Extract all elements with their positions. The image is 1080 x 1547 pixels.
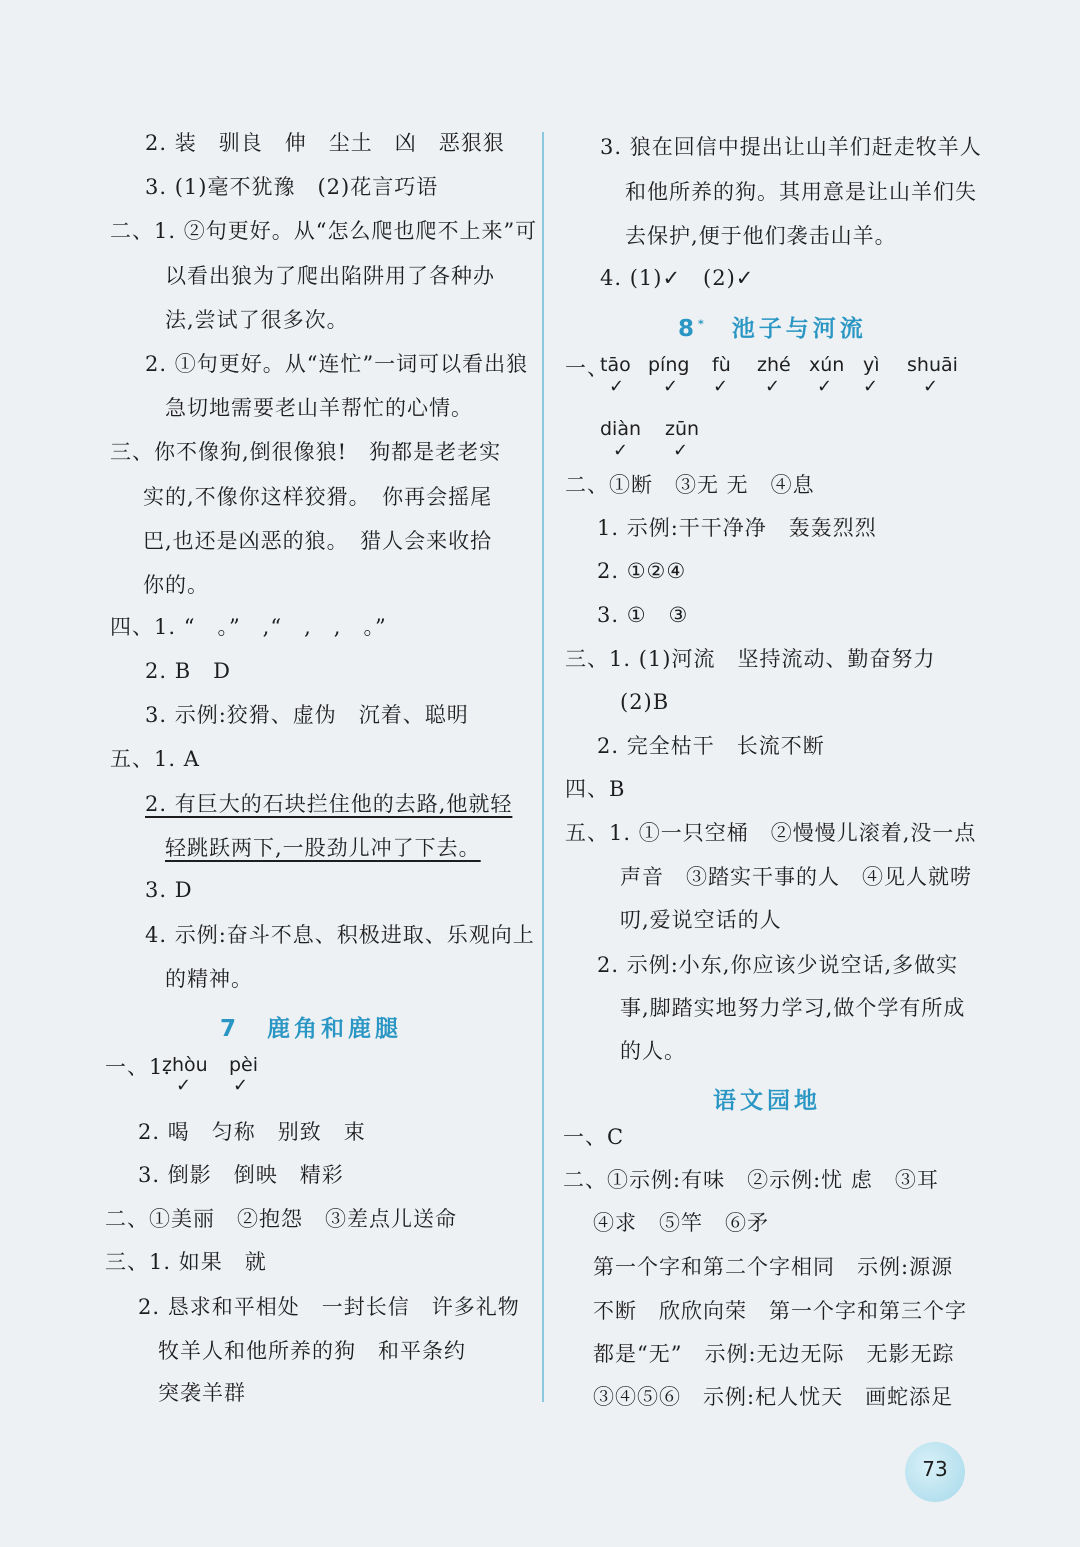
- answer-line: 一、C: [563, 1125, 625, 1149]
- check-mark-icon: ✓: [765, 376, 781, 397]
- answer-line: 2. ①②④: [597, 559, 687, 583]
- pinyin: pèi: [229, 1054, 259, 1076]
- answer-line: 叨,爱说空话的人: [620, 908, 782, 932]
- answer-line: 二、①美丽 ②抱怨 ③差点儿送命: [105, 1207, 457, 1231]
- answer-line: 2. 喝 匀称 别致 束: [138, 1120, 366, 1144]
- answer-line: 3. 狼在回信中提出让山羊们赶走牧羊人: [600, 135, 982, 159]
- answer-line: 3. ① ③: [597, 603, 689, 627]
- answer-line: 一、: [565, 356, 609, 380]
- check-mark-icon: ✓: [863, 376, 879, 397]
- optional-lesson-star: *: [698, 317, 708, 331]
- pinyin: zhé: [757, 354, 791, 376]
- answer-line: 3. 倒影 倒映 精彩: [138, 1163, 344, 1187]
- answer-line: 二、1. ②句更好。从“怎么爬也爬不上来”可: [110, 219, 538, 243]
- answer-line: 一、1.: [105, 1055, 172, 1079]
- pinyin: shuāi: [907, 354, 958, 376]
- answer-line: 2. 完全枯干 长流不断: [597, 734, 825, 758]
- answer-line-underlined: 轻跳跃两下,一股劲儿冲了下去。: [165, 836, 481, 860]
- answer-line: 3. (1)毫不犹豫 (2)花言巧语: [145, 175, 439, 199]
- answer-line: 声音 ③踏实干事的人 ④见人就唠: [620, 865, 972, 889]
- page-number-badge: [905, 1442, 965, 1502]
- answer-line: 1. 示例:干干净净 轰轰烈烈: [597, 516, 877, 540]
- answer-line: 2. 恳求和平相处 一封长信 许多礼物: [138, 1295, 520, 1319]
- answer-line: 去保护,便于他们袭击山羊。: [625, 224, 897, 248]
- pinyin: xún: [809, 354, 845, 376]
- section-title-yuwen-yuandi: 语文园地: [713, 1088, 821, 1114]
- check-mark-icon: ✓: [923, 376, 939, 397]
- answer-line: ④求 ⑤竿 ⑥矛: [593, 1211, 769, 1235]
- check-mark-icon: ✓: [233, 1075, 249, 1096]
- answer-line: 2. 装 驯良 伸 尘土 凶 恶狠狠: [145, 131, 505, 155]
- answer-line: 二、①示例:有味 ②示例:忧 虑 ③耳: [563, 1168, 939, 1192]
- pinyin: píng: [648, 354, 690, 376]
- pinyin: yì: [863, 354, 880, 376]
- answer-line: ③④⑤⑥ 示例:杞人忧天 画蛇添足: [593, 1385, 954, 1409]
- check-mark-icon: ✓: [176, 1075, 192, 1096]
- check-mark-icon: ✓: [673, 440, 689, 461]
- answer-line: 牧羊人和他所养的狗 和平条约: [158, 1339, 466, 1363]
- answer-line: 巴,也还是凶恶的狼。 猎人会来收拾: [143, 529, 493, 553]
- pinyin: diàn: [600, 418, 642, 440]
- answer-line: 事,脚踏实地努力学习,做个学有所成: [620, 996, 966, 1020]
- answer-line: 不断 欣欣向荣 第一个字和第三个字: [593, 1299, 967, 1323]
- answer-line: 四、B: [565, 777, 626, 801]
- pinyin: zhòu: [162, 1054, 208, 1076]
- answer-line: 的人。: [620, 1039, 686, 1063]
- check-mark-icon: ✓: [713, 376, 729, 397]
- answer-line: 2. B D: [145, 659, 231, 683]
- answer-line-underlined: 2. 有巨大的石块拦住他的去路,他就轻: [145, 792, 513, 816]
- answer-line: 4. (1)✓ (2)✓: [600, 266, 755, 290]
- column-divider: [542, 132, 544, 1402]
- answer-line: 三、你不像狗,倒很像狼! 狗都是老老实: [110, 440, 502, 464]
- section-title-7: 7 鹿角和鹿腿: [220, 1016, 403, 1042]
- answer-line: 实的,不像你这样狡猾。 你再会摇尾: [143, 485, 493, 509]
- answer-line: 的精神。: [165, 967, 253, 991]
- answer-line: 四、1. “ 。” ,“ , , 。”: [110, 615, 387, 639]
- answer-line: 3. D: [145, 878, 193, 902]
- check-mark-icon: ✓: [609, 376, 625, 397]
- pinyin: fù: [712, 354, 731, 376]
- answer-line: 五、1. ①一只空桶 ②慢慢儿滚着,没一点: [565, 821, 977, 845]
- answer-line: 第一个字和第二个字相同 示例:源源: [593, 1255, 954, 1279]
- answer-line: 法,尝试了很多次。: [165, 308, 349, 332]
- page-number: 73: [922, 1457, 948, 1481]
- check-mark-icon: ✓: [817, 376, 833, 397]
- answer-line: 和他所养的狗。其用意是让山羊们失: [625, 180, 977, 204]
- section-name: 池子与河流: [731, 316, 867, 342]
- answer-line: 4. 示例:奋斗不息、积极进取、乐观向上: [145, 923, 535, 947]
- answer-line: 急切地需要老山羊帮忙的心情。: [165, 396, 473, 420]
- answer-line: 2. ①句更好。从“连忙”一词可以看出狼: [145, 352, 529, 376]
- answer-line: 你的。: [143, 573, 209, 597]
- answer-line: 五、1. A: [110, 747, 200, 771]
- answer-line: 以看出狼为了爬出陷阱用了各种办: [165, 264, 495, 288]
- answer-line: 突袭羊群: [158, 1381, 246, 1405]
- answer-line: 3. 示例:狡猾、虚伪 沉着、聪明: [145, 703, 469, 727]
- pinyin: tāo: [600, 354, 631, 376]
- check-mark-icon: ✓: [613, 440, 629, 461]
- check-mark-icon: ✓: [663, 376, 679, 397]
- answer-line: 三、1. (1)河流 坚持流动、勤奋努力: [565, 647, 936, 671]
- answer-line: 都是“无” 示例:无边无际 无影无踪: [593, 1342, 955, 1366]
- answer-line: 三、1. 如果 就: [105, 1250, 267, 1274]
- pinyin: zūn: [665, 418, 700, 440]
- section-title-8: [678, 310, 867, 343]
- section-number: 8: [678, 316, 699, 342]
- answer-line: 2. 示例:小东,你应该少说空话,多做实: [597, 953, 959, 977]
- answer-line: (2)B: [620, 690, 670, 714]
- answer-line: 二、①断 ③无 无 ④息: [565, 473, 815, 497]
